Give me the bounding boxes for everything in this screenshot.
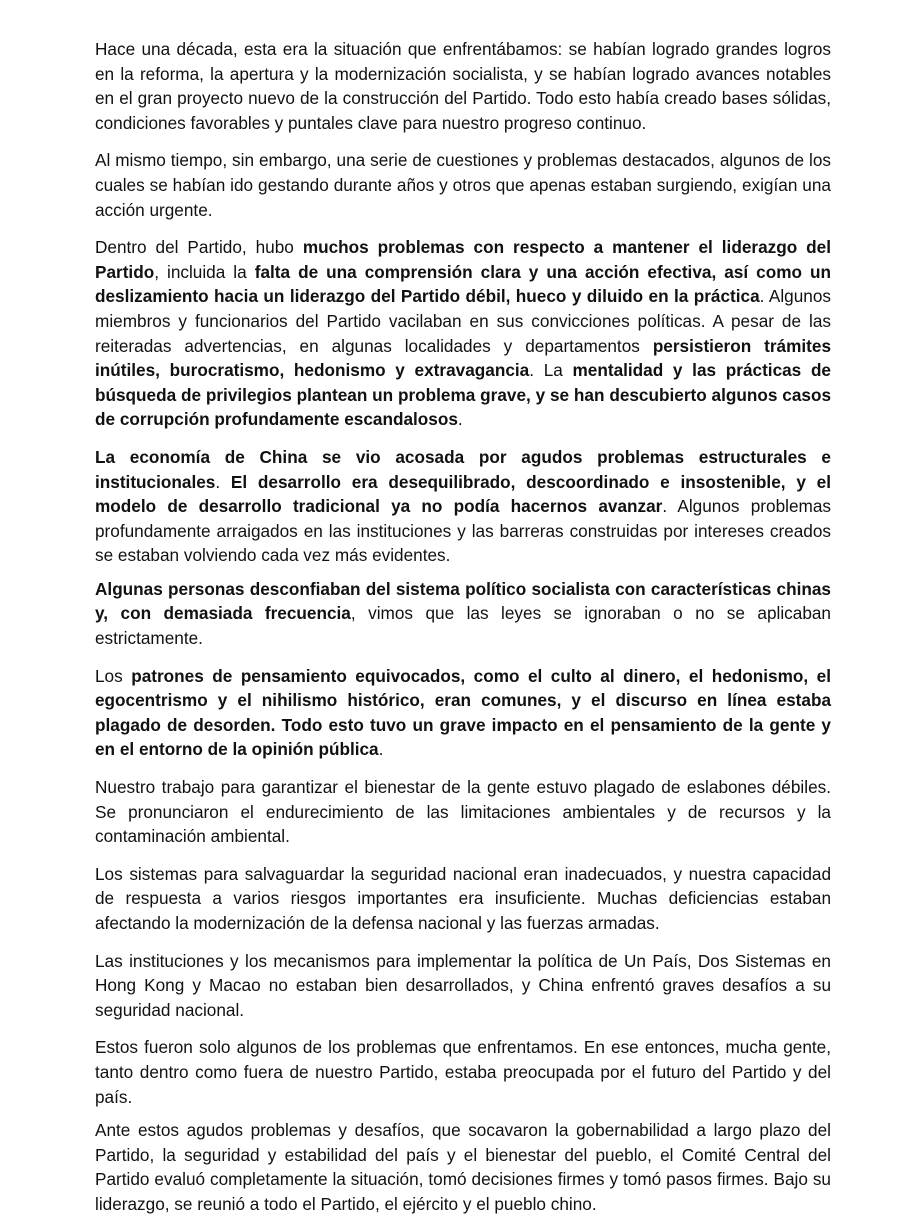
- text-run: , incluida la: [154, 261, 255, 282]
- text-run: . Algunos miembros y funcionarios del Partido vacilaban en sus convicciones políticas. A pesar de las reiteradas advertencias, en algunas localidades y departamentos: [95, 286, 831, 356]
- text-run: .: [378, 739, 384, 760]
- text-run: Nuestro trabajo para garantizar el bienestar de la gente estuvo plagado de eslabones débiles. Se pronunciaron el endurecimiento de las limitaciones ambientales y de recursos y la contaminación ambiental.: [95, 777, 831, 847]
- text-run: . Algunos problemas profundamente arraigados en las instituciones y las barreras construidas por intereses creados se estaban volviendo cada vez más evidentes.: [95, 496, 831, 566]
- document-page: [95, 37, 831, 1217]
- text-run: Los sistemas para salvaguardar la seguridad nacional eran inadecuados, y nuestra capacidad de respuesta a varios riesgos importantes era insuficiente. Muchas deficiencias estaban afectando la modernización de la defensa nacional y las fuerzas armadas.: [95, 863, 831, 933]
- paragraph: [95, 1118, 831, 1216]
- bold-text-run: mentalidad y las prácticas de búsqueda de privilegios plantean un problema grave, y se han descubierto algunos casos de corrupción profundamente escandalosos: [95, 360, 831, 430]
- paragraph: [95, 664, 831, 762]
- bold-text-run: El desarrollo era desequilibrado, descoordinado e insostenible, y el modelo de desarrollo tradicional ya no podía hacernos avanzar: [95, 471, 831, 517]
- bold-text-run: falta de una comprensión clara y una acción efectiva, así como un deslizamiento hacia un liderazgo del Partido débil, hueco y diluido en la práctica: [95, 261, 831, 307]
- paragraph: [95, 862, 831, 936]
- text-run: , vimos que las leyes se ignoraban o no se aplicaban estrictamente.: [95, 603, 831, 649]
- paragraph: [95, 445, 831, 568]
- text-run: Al mismo tiempo, sin embargo, una serie de cuestiones y problemas destacados, algunos de los cuales se habían ido gestando durante años y otros que apenas estaban surgiendo, exigían una acción urgente.: [95, 150, 831, 220]
- paragraph: [95, 37, 831, 135]
- text-run: Estos fueron solo algunos de los problemas que enfrentamos. En ese entonces, mucha gente, tanto dentro como fuera de nuestro Partido, estaba preocupada por el futuro del Partido y del país.: [95, 1037, 831, 1107]
- paragraph: [95, 148, 831, 222]
- bold-text-run: muchos problemas con respecto a mantener el liderazgo del Partido: [95, 237, 832, 282]
- text-run: Las instituciones y los mecanismos para implementar la política de Un País, Dos Sistemas en Hong Kong y Macao no estaban bien desarrollados, y China enfrentó graves desafíos a su seguridad nacional.: [95, 950, 831, 1020]
- text-run: Los: [95, 665, 132, 686]
- text-run: Dentro del Partido, hubo: [95, 237, 303, 258]
- text-run: .: [215, 471, 231, 492]
- paragraph: [95, 235, 831, 432]
- bold-text-run: persistieron trámites inútiles, burocratismo, hedonismo y extravagancia: [95, 335, 832, 381]
- bold-text-run: La economía de China se vio acosada por agudos problemas estructurales e institucionales: [95, 446, 831, 492]
- bold-text-run: Algunas personas desconfiaban del sistema político socialista con características chinas y, con demasiada frecuencia: [95, 578, 831, 624]
- text-run: .: [457, 409, 463, 430]
- paragraph: [95, 577, 831, 651]
- text-run: Ante estos agudos problemas y desafíos, que socavaron la gobernabilidad a largo plazo del Partido, la seguridad y estabilidad del país y el bienestar del pueblo, el Comité Central del Partido evaluó completamente la situación, tomó decisiones firmes y tomó pasos firmes. Bajo su liderazgo, se reunió a todo el Partido, el ejército y el pueblo chino.: [95, 1120, 831, 1214]
- text-run: Hace una década, esta era la situación que enfrentábamos: se habían logrado grandes logros en la reforma, la apertura y la modernización socialista, y se habían logrado avances notables en el gran proyecto nuevo de la construcción del Partido. Todo esto había creado bases sólidas, condiciones favorables y puntales clave para nuestro progreso continuo.: [95, 39, 831, 133]
- text-run: . La: [529, 360, 573, 381]
- paragraph: [95, 1035, 831, 1109]
- bold-text-run: patrones de pensamiento equivocados, como el culto al dinero, el hedonismo, el egocentrismo y el nihilismo histórico, eran comunes, y el discurso en línea estaba plagado de desorden. Todo esto tuvo un grave impacto en el pensamiento de la gente y en el entorno de la opinión pública: [95, 665, 831, 760]
- paragraph: [95, 775, 831, 849]
- paragraph: [95, 949, 831, 1023]
